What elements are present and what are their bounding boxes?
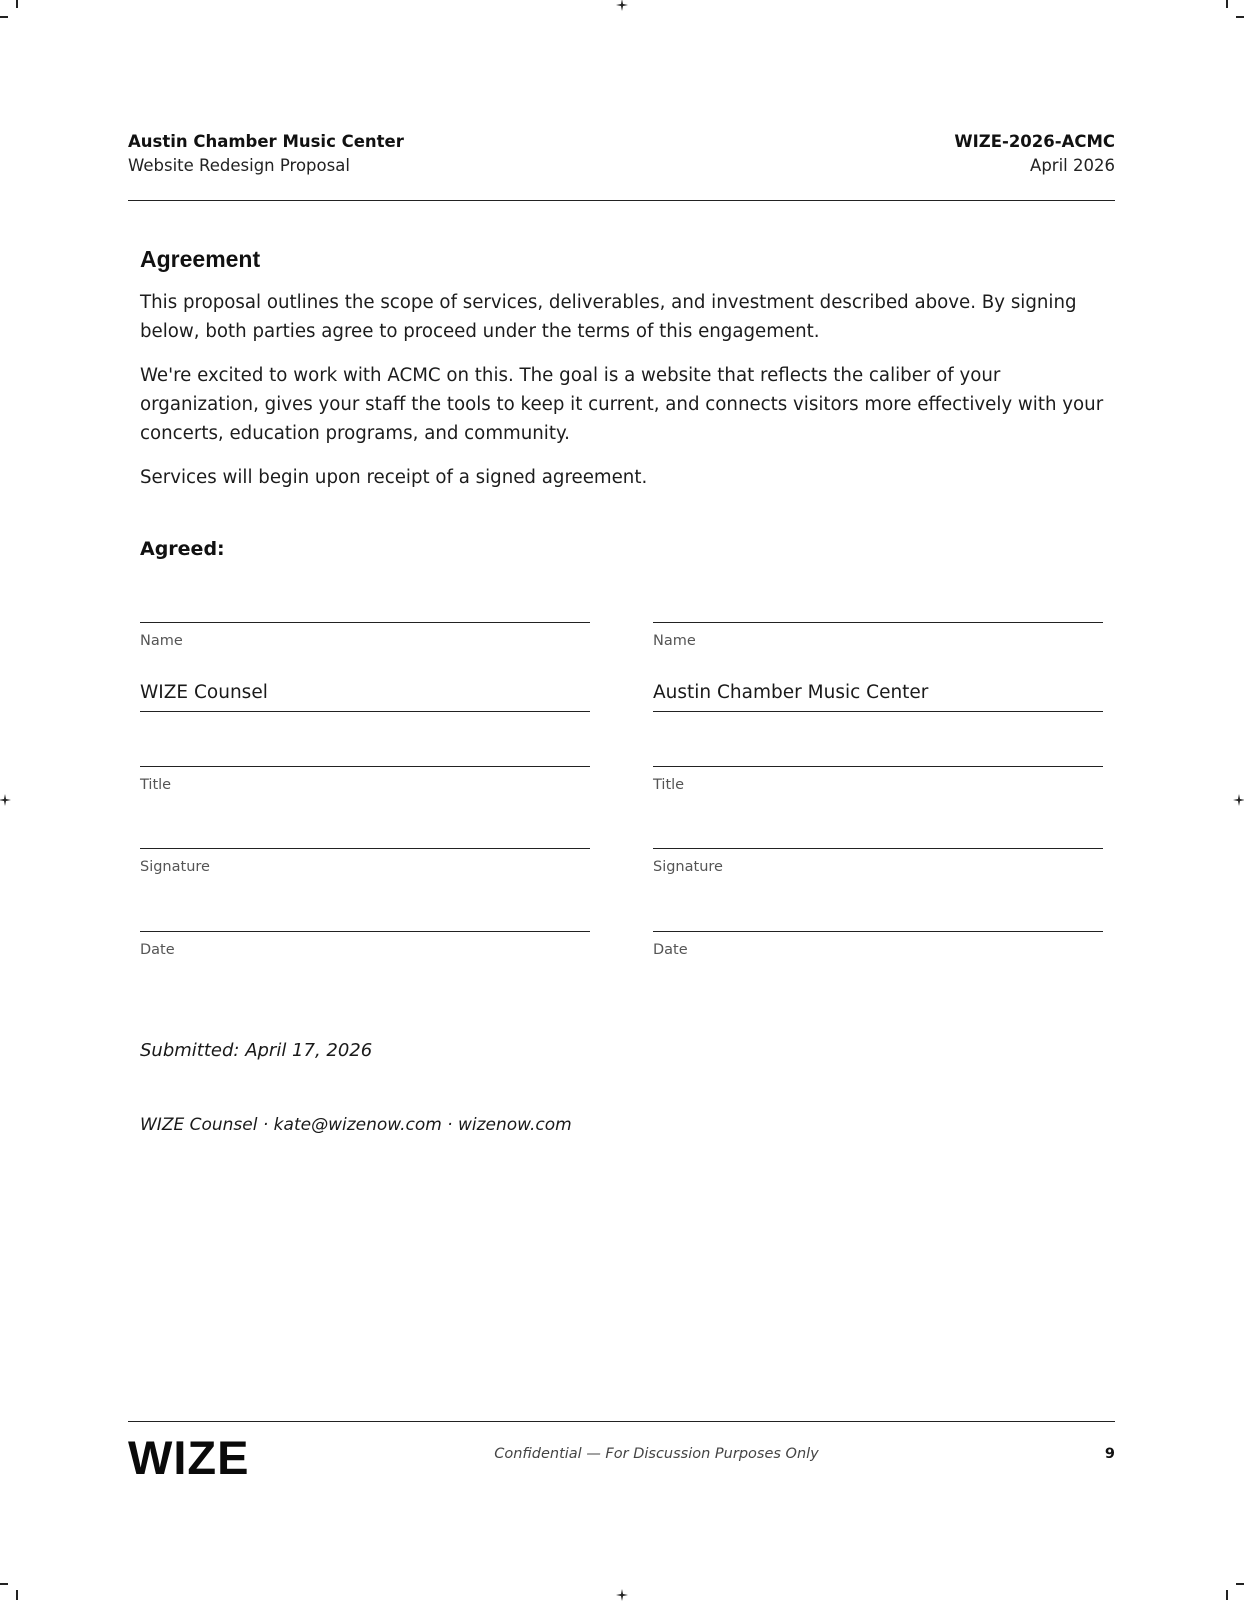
signature-caption: Signature xyxy=(653,859,723,875)
party-name: WIZE Counsel xyxy=(140,682,268,703)
crop-mark-bottom-left-h xyxy=(0,1583,8,1585)
confidential-notice: Confidential — For Discussion Purposes Only xyxy=(494,1446,819,1462)
agreed-label: Agreed: xyxy=(140,538,225,560)
agreement-section xyxy=(140,244,1105,507)
document-title: Website Redesign Proposal xyxy=(128,156,350,175)
wize-logo: WIZE xyxy=(128,1431,250,1484)
crop-mark-top-left xyxy=(16,0,18,8)
header-left xyxy=(128,130,404,178)
title-caption: Title xyxy=(653,777,685,793)
name-caption: Name xyxy=(653,633,696,649)
name-signature-line[interactable] xyxy=(653,622,1103,623)
page-number: 9 xyxy=(1104,1446,1115,1462)
crop-mark-top-right xyxy=(1226,0,1228,8)
signature-line[interactable] xyxy=(653,848,1103,849)
party-name: Austin Chamber Music Center xyxy=(653,682,929,703)
crop-mark-bottom-right-h xyxy=(1236,1583,1244,1585)
crop-mark-bottom-right xyxy=(1226,1590,1228,1600)
page-header xyxy=(128,130,1115,201)
agreement-paragraph-1: This proposal outlines the scope of services, deliverables, and investment described above. By signing below, both parties agree to proceed under the terms of this engagement. xyxy=(140,292,1077,342)
registration-mark-top xyxy=(616,0,628,11)
party-name-line xyxy=(140,711,590,712)
page-footer xyxy=(128,1421,1115,1482)
document-date: April 2026 xyxy=(1030,156,1115,175)
agreement-paragraph-2: We're excited to work with ACMC on this. The goal is a website that reflects the caliber of your organization, gives your staff the tools to keep it current, and connects visitors more effectively with your concerts, education programs, and community. xyxy=(140,365,1104,444)
registration-mark-right xyxy=(1233,794,1244,806)
title-signature-line[interactable] xyxy=(653,766,1103,767)
crop-mark-top-left-h xyxy=(0,16,8,18)
agreement-paragraph-3: Services will begin upon receipt of a signed agreement. xyxy=(140,467,648,488)
crop-mark-bottom-left xyxy=(16,1590,18,1600)
title-signature-line[interactable] xyxy=(140,766,590,767)
title-caption: Title xyxy=(140,777,172,793)
signature-line[interactable] xyxy=(140,848,590,849)
date-caption: Date xyxy=(140,942,175,958)
date-signature-line[interactable] xyxy=(653,931,1103,932)
submitted-date: Submitted: April 17, 2026 xyxy=(140,1040,373,1061)
signature-caption: Signature xyxy=(140,859,210,875)
header-right xyxy=(954,130,1115,178)
date-signature-line[interactable] xyxy=(140,931,590,932)
document-id: WIZE-2026-ACMC xyxy=(954,132,1115,151)
party-name-line xyxy=(653,711,1103,712)
client-name: Austin Chamber Music Center xyxy=(128,132,404,151)
registration-mark-bottom xyxy=(616,1589,628,1601)
date-caption: Date xyxy=(653,942,688,958)
section-title: Agreement xyxy=(140,246,261,272)
name-caption: Name xyxy=(140,633,183,649)
contact-line: WIZE Counsel · kate@wizenow.com · wizenow.com xyxy=(140,1115,572,1135)
name-signature-line[interactable] xyxy=(140,622,590,623)
registration-mark-left xyxy=(0,794,11,806)
crop-mark-top-right-h xyxy=(1236,16,1244,18)
